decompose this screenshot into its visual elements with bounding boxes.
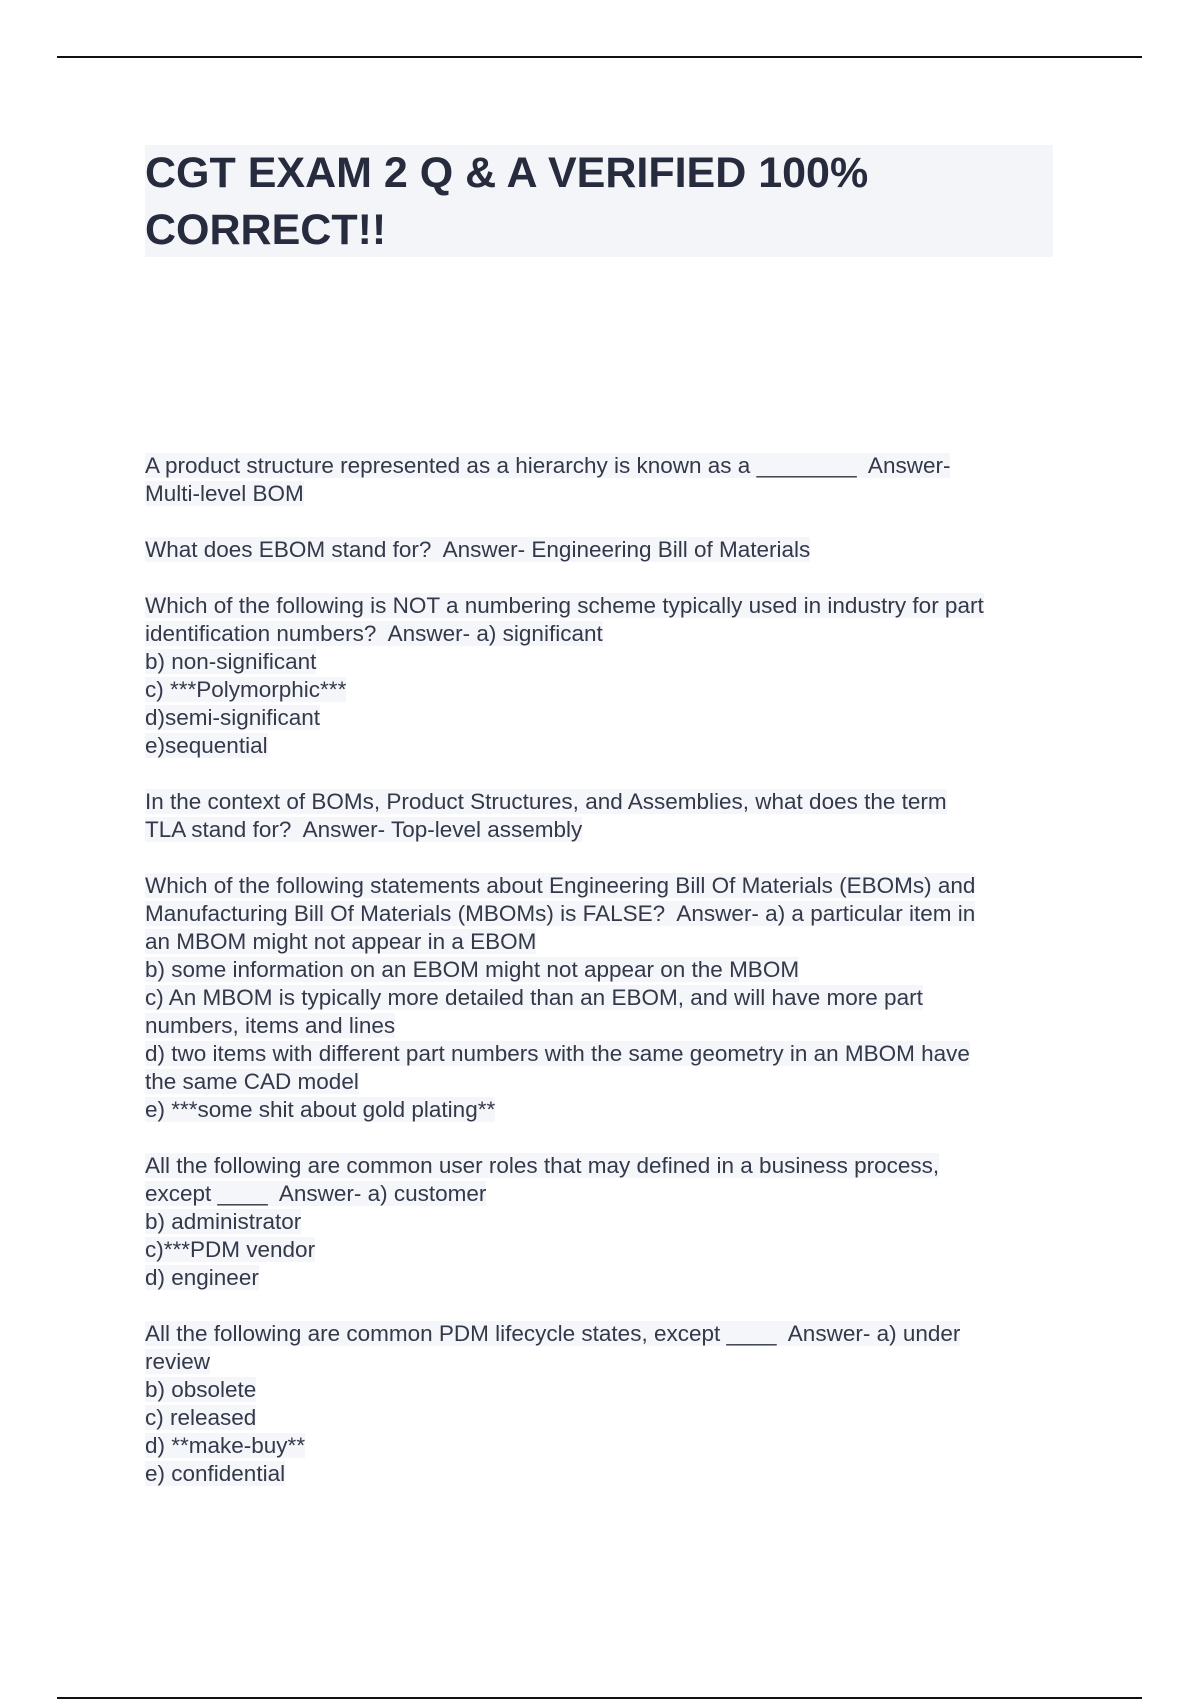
- qa-line: [145, 1208, 1060, 1236]
- qa-line: [145, 480, 1060, 508]
- qa-text: Which of the following is NOT a numbering scheme typically used in industry for part: [145, 593, 984, 618]
- qa-text: identification numbers? Answer- a) significant: [145, 621, 603, 646]
- qa-line: [145, 1068, 1060, 1096]
- title-block: [145, 145, 1053, 257]
- qa-text: Manufacturing Bill Of Materials (MBOMs) is FALSE? Answer- a) a particular item in: [145, 901, 976, 926]
- qa-text: A product structure represented as a hierarchy is known as a ________ Answer-: [145, 453, 951, 478]
- qa-text: e) ***some shit about gold plating**: [145, 1097, 496, 1122]
- qa-text: What does EBOM stand for? Answer- Engineering Bill of Materials: [145, 537, 811, 562]
- qa-text: b) administrator: [145, 1209, 302, 1234]
- qa-line: [145, 704, 1060, 732]
- qa-line: [145, 1180, 1060, 1208]
- qa-line: [145, 1040, 1060, 1068]
- qa-text: b) some information on an EBOM might not appear on the MBOM: [145, 957, 800, 982]
- qa-text: c) released: [145, 1405, 257, 1430]
- qa-text: In the context of BOMs, Product Structures, and Assemblies, what does the term: [145, 789, 947, 814]
- qa-text: e)sequential: [145, 733, 268, 758]
- qa-text: except ____ Answer- a) customer: [145, 1181, 487, 1206]
- qa-item: [145, 872, 1060, 1124]
- document-title: [145, 145, 1053, 259]
- qa-line: [145, 872, 1060, 900]
- qa-line: [145, 928, 1060, 956]
- qa-line: [145, 984, 1060, 1012]
- qa-text: an MBOM might not appear in a EBOM: [145, 929, 537, 954]
- qa-text: All the following are common PDM lifecycle states, except ____ Answer- a) under: [145, 1321, 961, 1346]
- bottom-rule: [57, 1697, 1142, 1699]
- qa-text: b) non-significant: [145, 649, 317, 674]
- qa-item: [145, 1320, 1060, 1488]
- qa-text: c) An MBOM is typically more detailed than an EBOM, and will have more part: [145, 985, 923, 1010]
- qa-line: [145, 900, 1060, 928]
- qa-text: d)semi-significant: [145, 705, 321, 730]
- qa-text: numbers, items and lines: [145, 1013, 396, 1038]
- qa-line: [145, 1404, 1060, 1432]
- qa-text: d) engineer: [145, 1265, 259, 1290]
- qa-text: the same CAD model: [145, 1069, 359, 1094]
- qa-line: [145, 788, 1060, 816]
- qa-line: [145, 620, 1060, 648]
- qa-text: e) confidential: [145, 1461, 286, 1486]
- qa-line: [145, 592, 1060, 620]
- qa-line: [145, 452, 1060, 480]
- qa-text: Multi-level BOM: [145, 481, 304, 506]
- qa-line: [145, 1012, 1060, 1040]
- qa-text: review: [145, 1349, 211, 1374]
- qa-line: [145, 1236, 1060, 1264]
- qa-line: [145, 816, 1060, 844]
- qa-line: [145, 1152, 1060, 1180]
- qa-line: [145, 536, 1060, 564]
- qa-line: [145, 1376, 1060, 1404]
- qa-item: [145, 788, 1060, 844]
- qa-item: [145, 536, 1060, 564]
- qa-line: [145, 1460, 1060, 1488]
- qa-text: d) **make-buy**: [145, 1433, 306, 1458]
- qa-text: All the following are common user roles that may defined in a business process,: [145, 1153, 940, 1178]
- qa-line: [145, 1348, 1060, 1376]
- title-line-2: CORRECT!!: [145, 206, 387, 254]
- qa-line: [145, 1096, 1060, 1124]
- qa-text: Which of the following statements about Engineering Bill Of Materials (EBOMs) and: [145, 873, 976, 898]
- qa-line: [145, 1264, 1060, 1292]
- qa-line: [145, 1432, 1060, 1460]
- qa-item: [145, 452, 1060, 508]
- qa-line: [145, 648, 1060, 676]
- top-rule: [57, 56, 1142, 58]
- qa-text: c)***PDM vendor: [145, 1237, 316, 1262]
- qa-line: [145, 676, 1060, 704]
- qa-line: [145, 1320, 1060, 1348]
- qa-text: c) ***Polymorphic***: [145, 677, 347, 702]
- qa-text: d) two items with different part numbers with the same geometry in an MBOM have: [145, 1041, 970, 1066]
- qa-line: [145, 956, 1060, 984]
- qa-line: [145, 732, 1060, 760]
- qa-text: b) obsolete: [145, 1377, 257, 1402]
- title-line-1: CGT EXAM 2 Q & A VERIFIED 100%: [145, 149, 869, 197]
- qa-item: [145, 1152, 1060, 1292]
- qa-item: [145, 592, 1060, 760]
- qa-text: TLA stand for? Answer- Top-level assembly: [145, 817, 583, 842]
- qa-list: [145, 452, 1060, 1516]
